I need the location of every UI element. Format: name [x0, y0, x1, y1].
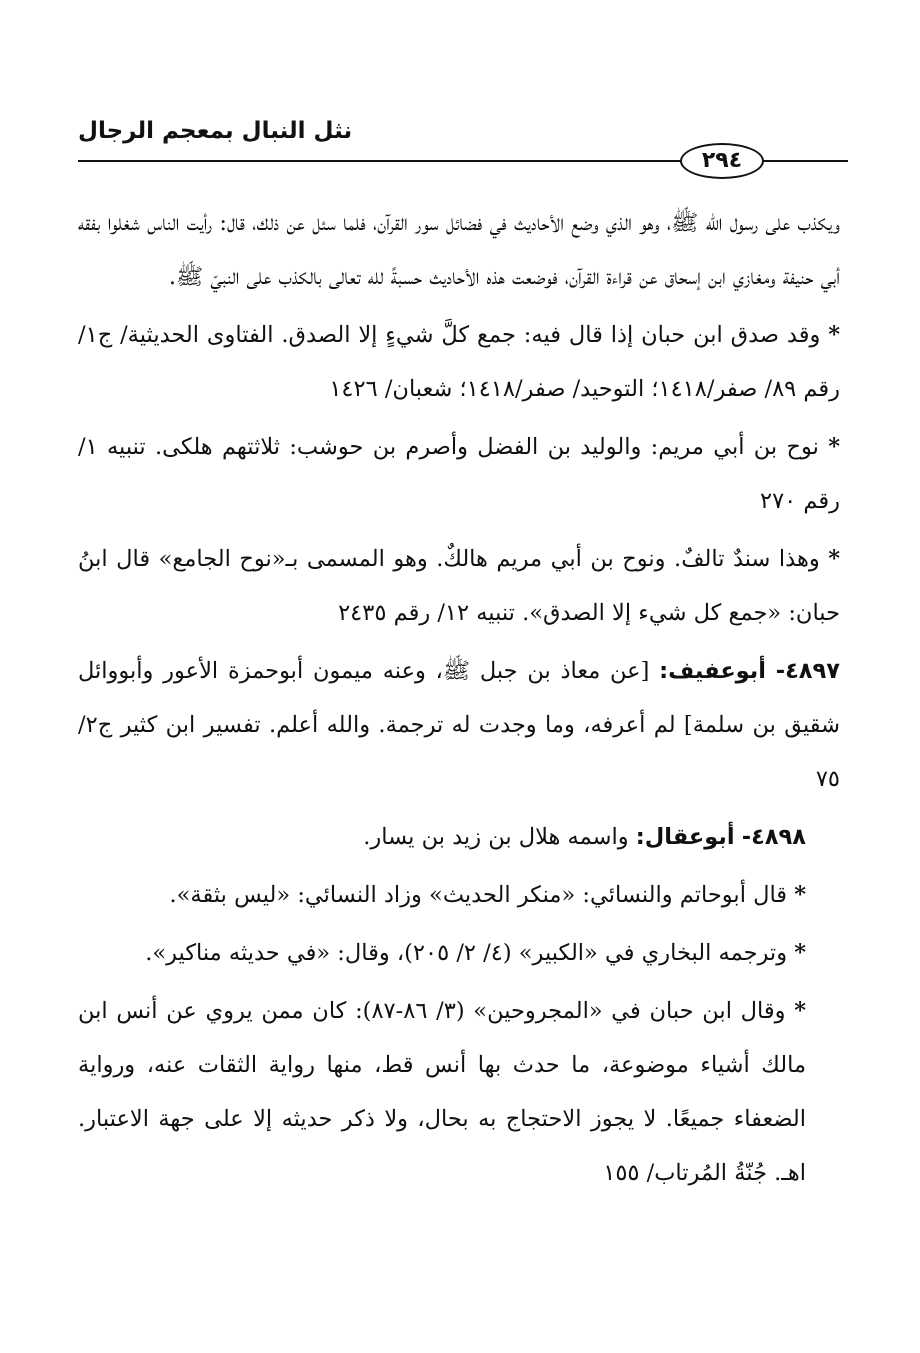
paragraph-text: وهذا سندٌ تالفٌ. ونوح بن أبي مريم هالكٌ. وهو المسمى بـ«نوح الجامع» قال ابنُ حبان: «جمع كل شيء إلا الصدق». تنبيه ١٢/ رقم ٢٤٣٥	[78, 546, 840, 626]
paragraph-text: قال أبوحاتم والنسائي: «منكر الحديث» وزاد النسائي: «ليس بثقة».	[169, 882, 788, 908]
entry-paragraph	[78, 644, 840, 806]
paragraph	[78, 308, 840, 416]
entry-name: أبوعقال:	[635, 824, 735, 850]
paragraph	[78, 532, 840, 640]
paragraph-text: ويكذب على رسول الله ﷺ، وهو الذي وضع الأحاديث في فضائل سور القرآن، فلما سئل عن ذلك، قال: رأيت الناس شغلوا بفقه أبي حنيفة ومغازي ابن إسحاق عن قراءة القرآن، فوضعت هذه الأحاديث حسبةً لله تعالى بالكذب على النبيّ ﷺ.	[78, 210, 840, 290]
paragraph	[78, 420, 840, 528]
body-text	[78, 196, 840, 1204]
paragraph	[78, 926, 840, 980]
paragraph	[78, 196, 840, 304]
running-title: نثل النبال بمعجم الرجال	[78, 118, 353, 144]
paragraph	[78, 868, 840, 922]
paragraph-text: واسمه هلال بن زيد بن يسار.	[363, 824, 629, 850]
entry-number: ٤٨٩٨-	[741, 824, 806, 850]
star-marker: *	[828, 322, 840, 348]
entry-paragraph	[78, 810, 840, 864]
paragraph-text: وترجمه البخاري في «الكبير» (٤/ ٢/ ٢٠٥)، وقال: «في حديثه مناكير».	[145, 940, 788, 966]
paragraph-text: [عن معاذ بن جبل ﷺ، وعنه ميمون أبوحمزة الأعور وأبووائل شقيق بن سلمة] لم أعرفه، وما وجدت له ترجمة. والله أعلم. تفسير ابن كثير ج٢/ ٧٥	[78, 658, 840, 792]
star-marker: *	[828, 546, 840, 572]
page-number-badge: ٢٩٤	[680, 143, 764, 179]
star-marker: *	[794, 940, 806, 966]
star-marker: *	[828, 434, 841, 460]
star-marker: *	[794, 998, 806, 1024]
star-marker: *	[794, 882, 806, 908]
paragraph-text: وقد صدق ابن حبان إذا قال فيه: جمع كلَّ شيءٍ إلا الصدق. الفتاوى الحديثية/ ج١/ رقم ٨٩/ صفر/١٤١٨؛ التوحيد/ صفر/١٤١٨؛ شعبان/ ١٤٢٦	[78, 322, 840, 402]
paragraph-text: نوح بن أبي مريم: والوليد بن الفضل وأصرم بن حوشب: ثلاثتهم هلكى. تنبيه ١/ رقم ٢٧٠	[78, 434, 840, 514]
paragraph	[78, 984, 840, 1200]
entry-number: ٤٨٩٧-	[775, 658, 840, 684]
entry-name: أبوعفيف:	[659, 658, 766, 684]
paragraph-text: وقال ابن حبان في «المجروحين» (٣/ ٨٦-٨٧): كان ممن يروي عن أنس ابن مالك أشياء موضوعة، ما حدث بها أنس قط، منها رواية الثقات عنه، ورواية الضعفاء جميعًا. لا يجوز الاحتجاج به بحال، ولا ذكر حديثه إلا على جهة الاعتبار. اهـ. جُنّةُ المُرتاب/ ١٥٥	[78, 998, 806, 1186]
